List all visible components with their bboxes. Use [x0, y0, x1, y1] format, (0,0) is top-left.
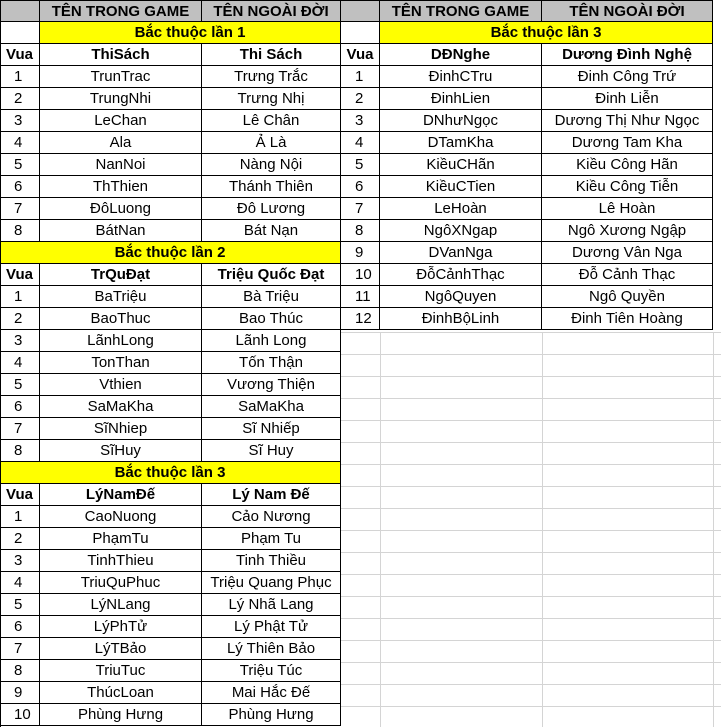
left-section1-col-real[interactable]: Thi Sách	[202, 44, 341, 66]
table-row-real-name[interactable]: Thánh Thiên	[202, 176, 341, 198]
gridline	[341, 486, 721, 487]
table-row-game-name[interactable]: LýNLang	[40, 594, 202, 616]
table-row-number[interactable]: 7	[341, 198, 380, 220]
gridline	[341, 376, 721, 377]
table-row-game-name[interactable]: BátNan	[40, 220, 202, 242]
table-row-real-name[interactable]: Đinh Liễn	[542, 88, 713, 110]
table-row-real-name[interactable]: Tốn Thận	[202, 352, 341, 374]
table-row-real-name[interactable]: Ả Là	[202, 132, 341, 154]
table-row-game-name[interactable]: SĩHuy	[40, 440, 202, 462]
table-row-real-name[interactable]: Trưng Nhị	[202, 88, 341, 110]
table-row-number[interactable]: 2	[0, 528, 40, 550]
table-row-real-name[interactable]: Dương Vân Nga	[542, 242, 713, 264]
table-row-real-name[interactable]: Lý Nhã Lang	[202, 594, 341, 616]
table-row-real-name[interactable]: Kiều Công Tiễn	[542, 176, 713, 198]
table-row-number[interactable]: 5	[0, 594, 40, 616]
table-row-game-name[interactable]: PhạmTu	[40, 528, 202, 550]
gridline	[341, 530, 721, 531]
table-row-game-name[interactable]: TrunTrac	[40, 66, 202, 88]
table-row-real-name[interactable]: Lãnh Long	[202, 330, 341, 352]
right-section3-col-vua[interactable]: Vua	[341, 44, 380, 66]
gridline	[341, 332, 721, 333]
table-row-game-name[interactable]: ThThien	[40, 176, 202, 198]
gridline	[341, 354, 721, 355]
table-row-game-name[interactable]: BaTriệu	[40, 286, 202, 308]
table-row-number[interactable]: 1	[341, 66, 380, 88]
table-row-game-name[interactable]: NgôQuyen	[380, 286, 542, 308]
table-row-real-name[interactable]: Phùng Hưng	[202, 704, 341, 726]
table-row-number[interactable]: 4	[0, 352, 40, 374]
left-section1-title[interactable]: Bắc thuộc lần 1	[40, 22, 341, 44]
table-row-game-name[interactable]: TriuTuc	[40, 660, 202, 682]
table-row-real-name[interactable]: Triệu Quang Phục	[202, 572, 341, 594]
table-row-game-name[interactable]: KiềuCHãn	[380, 154, 542, 176]
gridline	[341, 508, 721, 509]
table-row-number[interactable]: 3	[0, 110, 40, 132]
table-row-game-name[interactable]: NgôXNgap	[380, 220, 542, 242]
table-row-number[interactable]: 2	[341, 88, 380, 110]
table-row-game-name[interactable]: ĐinhLien	[380, 88, 542, 110]
gridline	[341, 442, 721, 443]
table-row-number[interactable]: 3	[341, 110, 380, 132]
left-section2-col-game[interactable]: TrQuĐạt	[40, 264, 202, 286]
table-row-real-name[interactable]: Mai Hắc Đế	[202, 682, 341, 704]
gridline	[341, 618, 721, 619]
left-section3-col-real[interactable]: Lý Nam Đế	[202, 484, 341, 506]
left-section1-col-vua[interactable]: Vua	[0, 44, 40, 66]
table-row-game-name[interactable]: DNhưNgọc	[380, 110, 542, 132]
table-row-real-name[interactable]: Nàng Nội	[202, 154, 341, 176]
table-row-number[interactable]: 6	[0, 396, 40, 418]
table-row-number[interactable]: 2	[0, 308, 40, 330]
right-section3-col-real[interactable]: Dương Đình Nghệ	[542, 44, 713, 66]
gridline	[341, 420, 721, 421]
table-row-game-name[interactable]: SĩNhiep	[40, 418, 202, 440]
gridline	[341, 552, 721, 553]
table-row-number[interactable]: 10	[0, 704, 40, 726]
gridline	[341, 706, 721, 707]
table-row-number[interactable]: 1	[0, 66, 40, 88]
table-row-game-name[interactable]: LeChan	[40, 110, 202, 132]
table-row-real-name[interactable]: Cảo Nương	[202, 506, 341, 528]
table-row-number[interactable]: 5	[0, 154, 40, 176]
table-row-real-name[interactable]: Lê Chân	[202, 110, 341, 132]
table-row-real-name[interactable]: Bao Thúc	[202, 308, 341, 330]
table-row-game-name[interactable]: ĐinhBộLinh	[380, 308, 542, 330]
table-row-real-name[interactable]: Đinh Tiên Hoàng	[542, 308, 713, 330]
table-row-number[interactable]: 7	[0, 418, 40, 440]
table-row-number[interactable]: 3	[0, 550, 40, 572]
right-header-real[interactable]: TÊN NGOÀI ĐỜI	[542, 0, 713, 22]
table-row-number[interactable]: 7	[0, 198, 40, 220]
table-row-game-name[interactable]: TonThan	[40, 352, 202, 374]
sheet-left-border	[0, 0, 1, 727]
left-section2-title[interactable]: Bắc thuộc lần 2	[0, 242, 341, 264]
table-row-real-name[interactable]: Dương Tam Kha	[542, 132, 713, 154]
table-row-real-name[interactable]: Đỗ Cảnh Thạc	[542, 264, 713, 286]
table-row-game-name[interactable]: Ala	[40, 132, 202, 154]
table-row-game-name[interactable]: KiềuCTien	[380, 176, 542, 198]
table-row-number[interactable]: 5	[341, 154, 380, 176]
table-row-number[interactable]: 6	[341, 176, 380, 198]
right-header-corner[interactable]	[341, 0, 380, 22]
gridline	[341, 596, 721, 597]
table-row-game-name[interactable]: TrungNhi	[40, 88, 202, 110]
table-row-real-name[interactable]: Kiều Công Hãn	[542, 154, 713, 176]
table-row-game-name[interactable]: LýPhTử	[40, 616, 202, 638]
table-row-number[interactable]: 1	[0, 506, 40, 528]
left-header-real[interactable]: TÊN NGOÀI ĐỜI	[202, 0, 341, 22]
table-row-number[interactable]: 4	[0, 572, 40, 594]
gridline	[341, 574, 721, 575]
table-row-game-name[interactable]: LýTBảo	[40, 638, 202, 660]
table-row-number[interactable]: 12	[341, 308, 380, 330]
table-row-game-name[interactable]: DTamKha	[380, 132, 542, 154]
left-section1-col-game[interactable]: ThiSách	[40, 44, 202, 66]
table-row-real-name[interactable]: Lý Thiên Bảo	[202, 638, 341, 660]
gridline	[341, 684, 721, 685]
table-row-real-name[interactable]: SaMaKha	[202, 396, 341, 418]
table-row-number[interactable]: 4	[341, 132, 380, 154]
left-header-game[interactable]: TÊN TRONG GAME	[40, 0, 202, 22]
table-row-real-name[interactable]: Ngô Quyền	[542, 286, 713, 308]
left-section3-col-vua[interactable]: Vua	[0, 484, 40, 506]
table-row-real-name[interactable]: Lý Phật Tử	[202, 616, 341, 638]
table-row-real-name[interactable]: Bà Triệu	[202, 286, 341, 308]
left-section3-col-game[interactable]: LýNamĐế	[40, 484, 202, 506]
table-row-real-name[interactable]: Sĩ Huy	[202, 440, 341, 462]
table-row-game-name[interactable]: TinhThieu	[40, 550, 202, 572]
table-row-game-name[interactable]: TriuQuPhuc	[40, 572, 202, 594]
table-row-game-name[interactable]: SaMaKha	[40, 396, 202, 418]
table-row-number[interactable]: 5	[0, 374, 40, 396]
table-row-real-name[interactable]: Vương Thiện	[202, 374, 341, 396]
table-row-real-name[interactable]: Lê Hoàn	[542, 198, 713, 220]
table-row-game-name[interactable]: ThúcLoan	[40, 682, 202, 704]
table-row-game-name[interactable]: ĐỗCảnhThạc	[380, 264, 542, 286]
left-section2-col-vua[interactable]: Vua	[0, 264, 40, 286]
table-row-number[interactable]: 8	[341, 220, 380, 242]
gridline	[713, 332, 714, 727]
table-row-game-name[interactable]: NanNoi	[40, 154, 202, 176]
table-row-number[interactable]: 11	[341, 286, 380, 308]
table-row-real-name[interactable]: Đinh Công Trứ	[542, 66, 713, 88]
left-section1-title-blank[interactable]	[0, 22, 40, 44]
right-header-game[interactable]: TÊN TRONG GAME	[380, 0, 542, 22]
table-row-real-name[interactable]: Ngô Xương Ngập	[542, 220, 713, 242]
left-section2-col-real[interactable]: Triệu Quốc Đạt	[202, 264, 341, 286]
table-row-number[interactable]: 6	[0, 616, 40, 638]
right-section3-title[interactable]: Bắc thuộc lần 3	[380, 22, 713, 44]
table-row-game-name[interactable]: ĐôLuong	[40, 198, 202, 220]
table-row-real-name[interactable]: Sĩ Nhiếp	[202, 418, 341, 440]
right-section3-col-game[interactable]: DĐNghe	[380, 44, 542, 66]
table-row-number[interactable]: 9	[341, 242, 380, 264]
left-section3-title[interactable]: Bắc thuộc lần 3	[0, 462, 341, 484]
table-row-real-name[interactable]: Tinh Thiều	[202, 550, 341, 572]
table-row-game-name[interactable]: Phùng Hưng	[40, 704, 202, 726]
table-row-number[interactable]: 2	[0, 88, 40, 110]
table-row-game-name[interactable]: BaoThuc	[40, 308, 202, 330]
table-row-number[interactable]: 8	[0, 220, 40, 242]
table-row-real-name[interactable]: Triệu Túc	[202, 660, 341, 682]
table-row-game-name[interactable]: Vthien	[40, 374, 202, 396]
table-row-number[interactable]: 8	[0, 440, 40, 462]
gridline	[380, 332, 381, 727]
table-row-game-name[interactable]: LeHoàn	[380, 198, 542, 220]
table-row-number[interactable]: 4	[0, 132, 40, 154]
table-row-game-name[interactable]: CaoNuong	[40, 506, 202, 528]
table-row-number[interactable]: 7	[0, 638, 40, 660]
left-header-corner[interactable]	[0, 0, 40, 22]
table-row-real-name[interactable]: Bát Nạn	[202, 220, 341, 242]
gridline	[341, 464, 721, 465]
table-row-real-name[interactable]: Phạm Tu	[202, 528, 341, 550]
table-row-real-name[interactable]: Trưng Trắc	[202, 66, 341, 88]
table-row-number[interactable]: 1	[0, 286, 40, 308]
table-row-number[interactable]: 8	[0, 660, 40, 682]
gridline	[341, 398, 721, 399]
table-row-number[interactable]: 9	[0, 682, 40, 704]
right-section3-title-blank[interactable]	[341, 22, 380, 44]
gridline	[341, 662, 721, 663]
gridline	[542, 332, 543, 727]
table-row-game-name[interactable]: LãnhLong	[40, 330, 202, 352]
table-row-number[interactable]: 10	[341, 264, 380, 286]
table-row-real-name[interactable]: Đô Lương	[202, 198, 341, 220]
table-row-game-name[interactable]: DVanNga	[380, 242, 542, 264]
table-row-number[interactable]: 3	[0, 330, 40, 352]
table-row-real-name[interactable]: Dương Thị Như Ngọc	[542, 110, 713, 132]
table-row-number[interactable]: 6	[0, 176, 40, 198]
gridline	[341, 640, 721, 641]
table-row-game-name[interactable]: ĐinhCTru	[380, 66, 542, 88]
